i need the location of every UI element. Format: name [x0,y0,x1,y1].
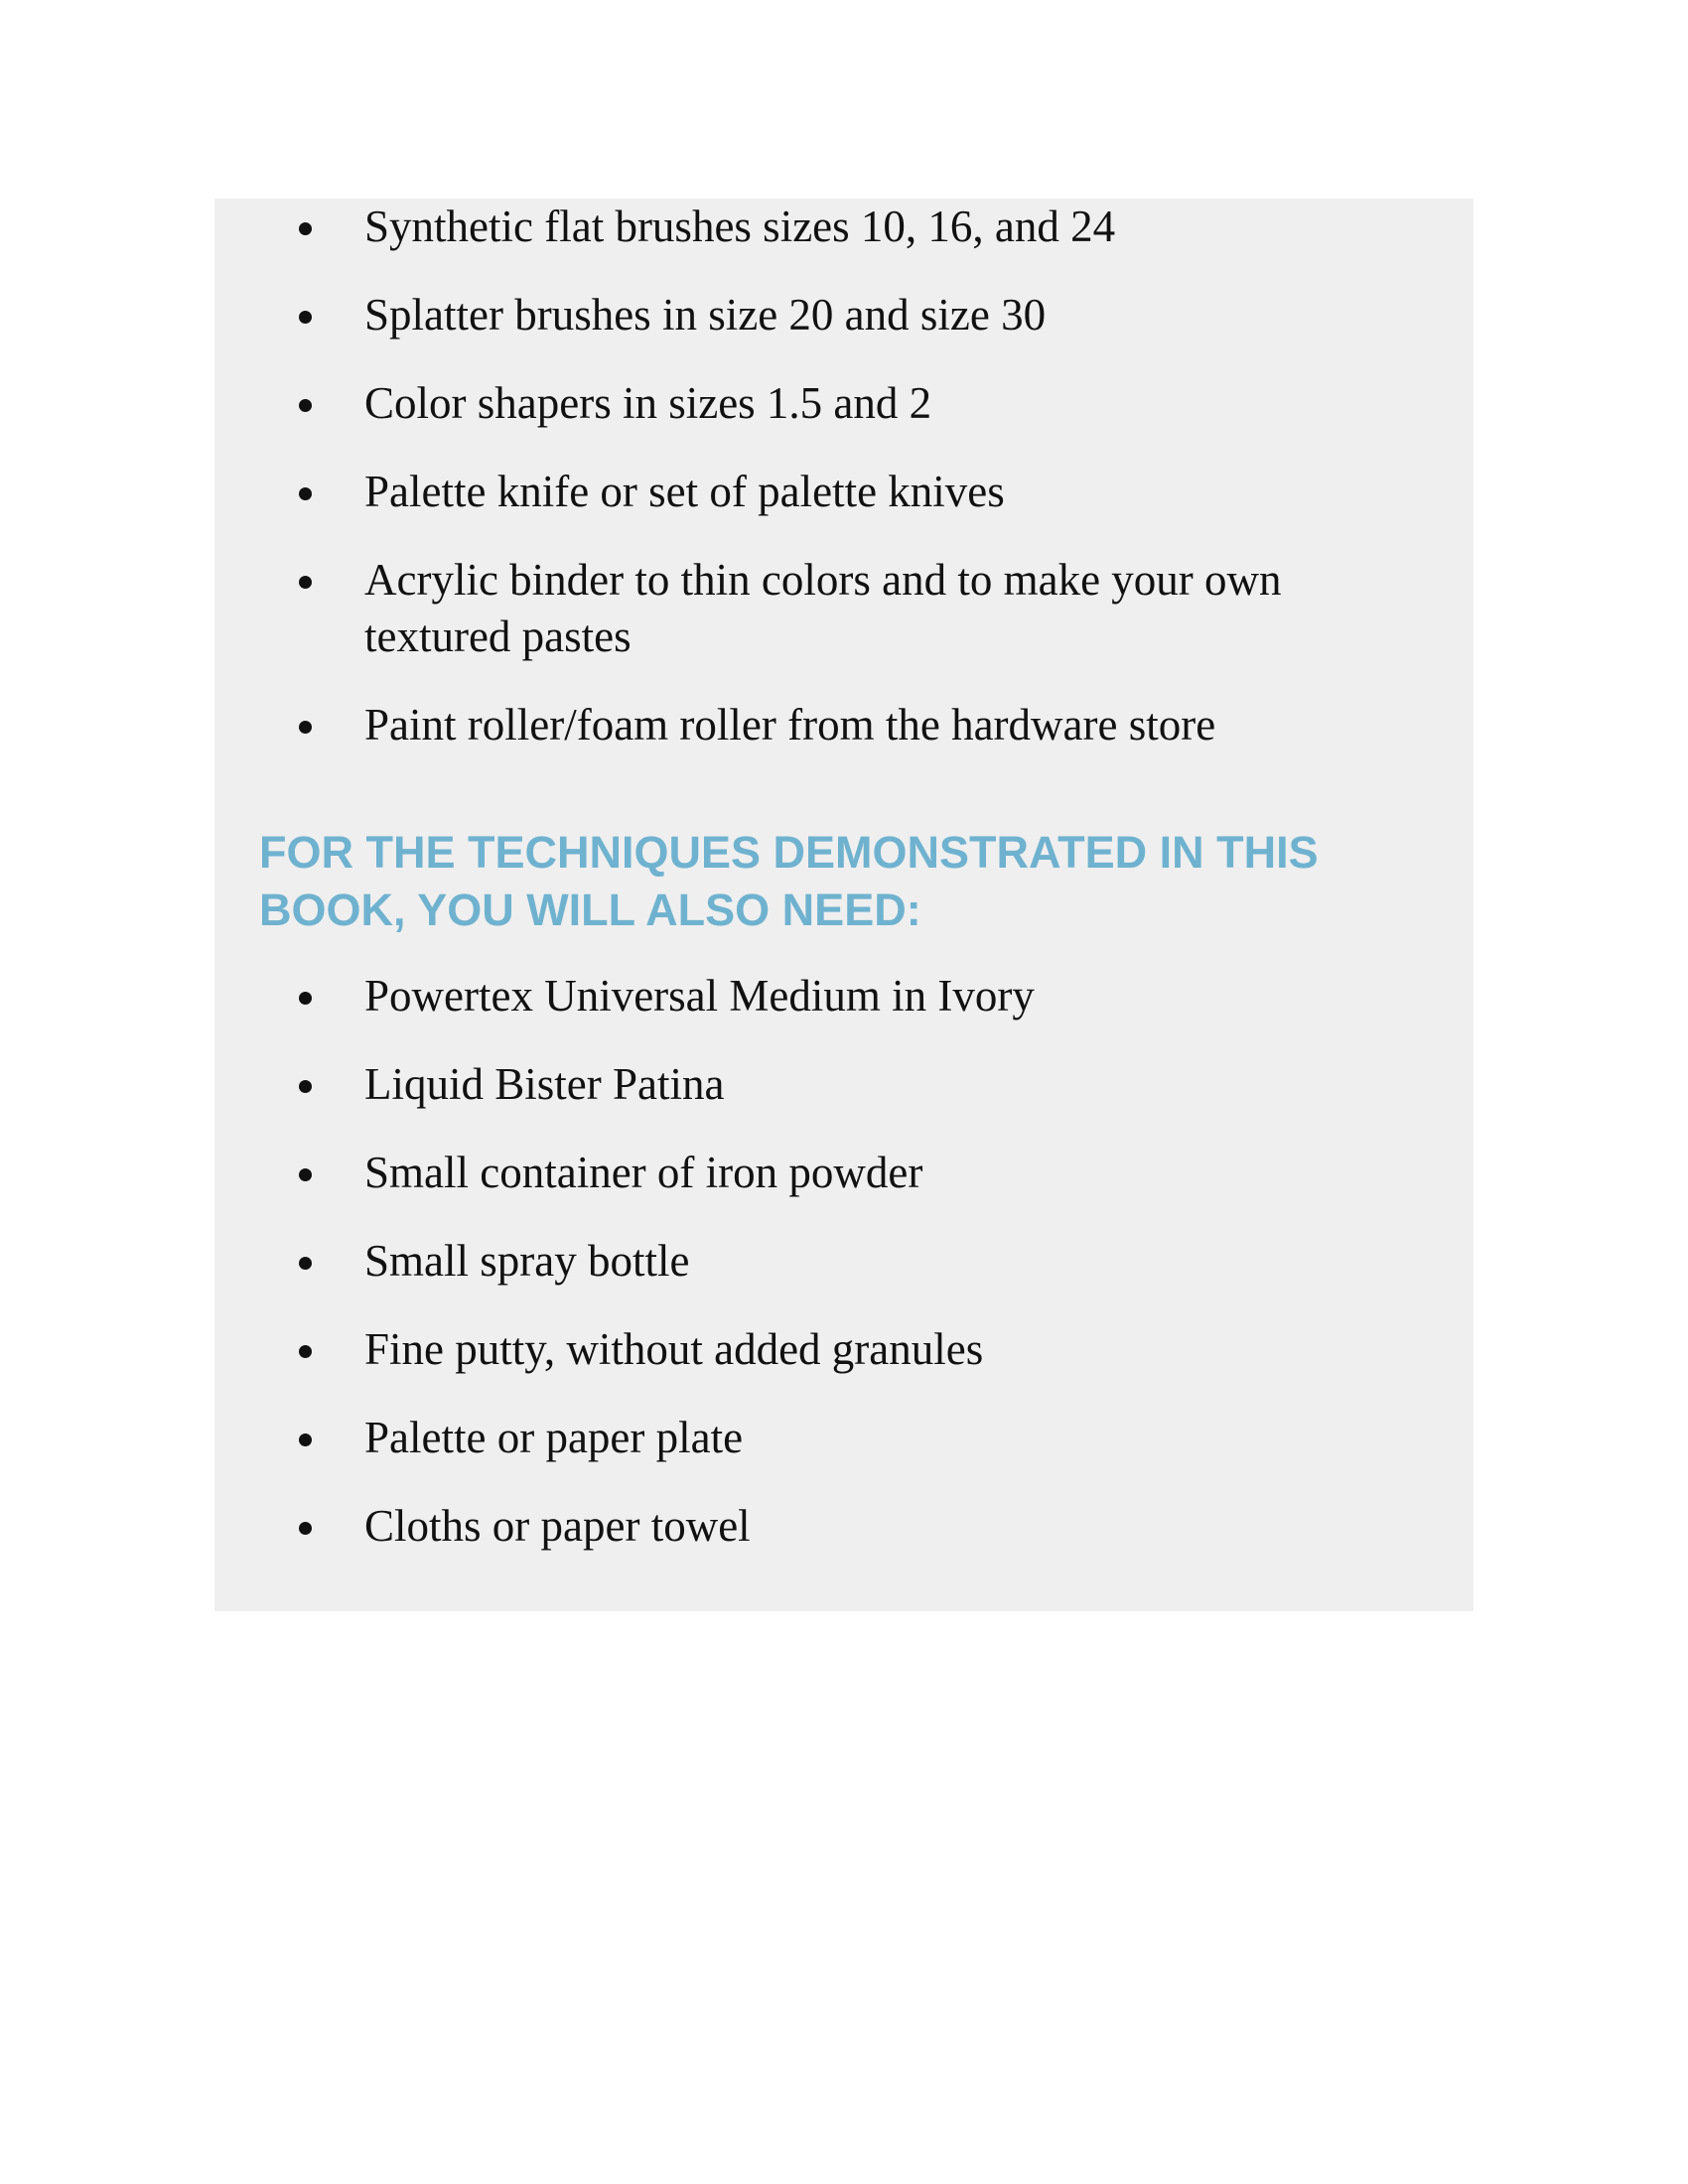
list-item-text: Paint roller/foam roller from the hardware store [364,700,1216,750]
list-item [214,1410,1474,1466]
list-item-text: Small container of iron powder [364,1148,923,1197]
list-item [214,375,1474,432]
list-item-text: Palette or paper plate [364,1413,744,1462]
list-item-text: Color shapers in sizes 1.5 and 2 [364,378,932,428]
bullet-icon [299,1257,312,1270]
list-item [214,1145,1474,1201]
list-item-text: Fine putty, without added granules [364,1324,984,1374]
list-item-text: Synthetic flat brushes sizes 10, 16, and 24 [364,202,1116,251]
bullet-icon [299,487,312,500]
bullet-icon [299,721,312,734]
list-item-text: Small spray bottle [364,1236,690,1286]
list-item [214,287,1474,343]
list-item-text: Cloths or paper towel [364,1501,751,1551]
supplies-list [214,199,1474,785]
bullet-icon [299,399,312,412]
bullet-icon [299,1433,312,1446]
list-item [214,199,1474,255]
section-heading: FOR THE TECHNIQUES DEMONSTRATED IN THIS BOOK, YOU WILL ALSO NEED: [259,827,1319,935]
list-item-text: Splatter brushes in size 20 and size 30 [364,290,1047,340]
bullet-icon [299,576,312,589]
list-item-text: Acrylic binder to thin colors and to make your own textured pastes [364,555,1282,661]
list-item [214,1321,1474,1378]
list-item-text: Powertex Universal Medium in Ivory [364,971,1035,1021]
bullet-icon [299,311,312,324]
list-item [214,968,1474,1024]
bullet-icon [299,1080,312,1093]
list-item [214,464,1474,520]
techniques-list [214,968,1474,1586]
list-item [214,552,1474,665]
bullet-icon [299,1168,312,1181]
bullet-icon [299,1345,312,1358]
bullet-icon [299,222,312,235]
bullet-icon [299,1522,312,1535]
list-item-text: Liquid Bister Patina [364,1059,725,1109]
list-item [214,1233,1474,1290]
bullet-icon [299,992,312,1005]
list-item [214,1056,1474,1113]
list-item [214,1498,1474,1555]
list-item [214,697,1474,753]
list-item-text: Palette knife or set of palette knives [364,467,1005,516]
supplies-panel [214,199,1474,1611]
